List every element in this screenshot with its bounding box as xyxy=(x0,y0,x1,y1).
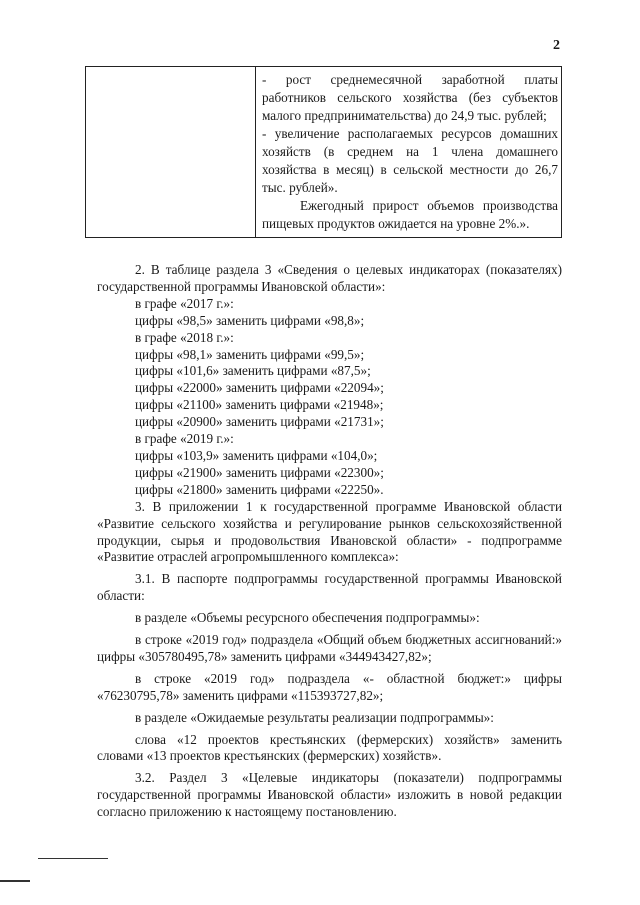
paragraph-3-1-section-results: в разделе «Ожидаемые результаты реализации подпрограммы»: xyxy=(135,709,494,725)
paragraph-3: 3. В приложении 1 к государственной программе Ивановской области «Развитие сельского хозяйства и регулирование рынков сельскохозяйственной продукции, сырья и продовольствия Ивановской области» - подпрограмме «Развитие отраслей агропромышленного комплекса»: xyxy=(97,498,562,565)
replacement-line: цифры «21800» заменить цифрами «22250». xyxy=(135,481,384,497)
paragraph-3-2: 3.2. Раздел 3 «Целевые индикаторы (показатели) подпрограммы государственной программы Ивановской области» изложить в новой редакции согласно приложению к настоящему постановлению. xyxy=(97,770,562,820)
column-2019-heading: в графе «2019 г.»: xyxy=(135,431,234,447)
table-text-household-resources: - увеличение располагаемых ресурсов домашних хозяйств (в среднем на 1 члена домашнего хозяйства в месяц) в сельской местности до 26,7 тыс. рублей». xyxy=(262,126,558,195)
table-cell-empty xyxy=(86,67,256,238)
table-text-food-production: Ежегодный прирост объемов производства пищевых продуктов ожидается на уровне 2%.». xyxy=(262,198,558,231)
replacement-line: цифры «98,1» заменить цифрами «99,5»; xyxy=(135,346,365,362)
paragraph-3-1-total-budget: в строке «2019 год» подраздела «Общий объем бюджетных ассигнований:» цифры «305780495,78» заменить цифрами «344943427,82»; xyxy=(97,632,562,664)
table-row xyxy=(86,67,562,238)
replacement-line: цифры «20900» заменить цифрами «21731»; xyxy=(135,414,384,430)
continued-table xyxy=(85,66,562,238)
replacement-line: цифры «22000» заменить цифрами «22094»; xyxy=(135,380,384,396)
replacement-line: цифры «101,6» заменить цифрами «87,5»; xyxy=(135,363,371,379)
document-body xyxy=(97,262,562,821)
paragraph-3-1-regional-budget: в строке «2019 год» подраздела «- областной бюджет:» цифры «76230795,78» заменить цифрами «115393727,82»; xyxy=(97,670,562,703)
replacement-line: цифры «98,5» заменить цифрами «98,8»; xyxy=(135,312,365,328)
table-text-wage-growth: - рост среднемесячной заработной платы работников сельского хозяйства (без субъектов малого предпринимательства) до 24,9 тыс. рублей; xyxy=(262,72,558,123)
paragraph-3-1: 3.1. В паспорте подпрограммы государственной программы Ивановской области: xyxy=(97,571,562,604)
paragraph-2: 2. В таблице раздела 3 «Сведения о целевых индикаторах (показателях) государственной программы Ивановской области»: xyxy=(97,262,562,294)
paragraph-3-1-farms: слова «12 проектов крестьянских (фермерских) хозяйств» заменить словами «13 проектов крестьянских (фермерских) хозяйств». xyxy=(97,731,562,764)
page-number: 2 xyxy=(553,38,560,53)
replacement-line: цифры «21900» заменить цифрами «22300»; xyxy=(135,464,384,480)
replacement-line: цифры «21100» заменить цифрами «21948»; xyxy=(135,397,384,413)
footer-mark xyxy=(0,880,30,882)
replacement-line: цифры «103,9» заменить цифрами «104,0»; xyxy=(135,447,378,463)
column-2017-heading: в графе «2017 г.»: xyxy=(135,295,234,311)
column-2018-heading: в графе «2018 г.»: xyxy=(135,329,234,345)
footnote-separator xyxy=(38,858,108,859)
table-cell-expected-results xyxy=(256,67,562,238)
paragraph-3-1-section-resources: в разделе «Объемы ресурсного обеспечения подпрограммы»: xyxy=(135,610,480,626)
